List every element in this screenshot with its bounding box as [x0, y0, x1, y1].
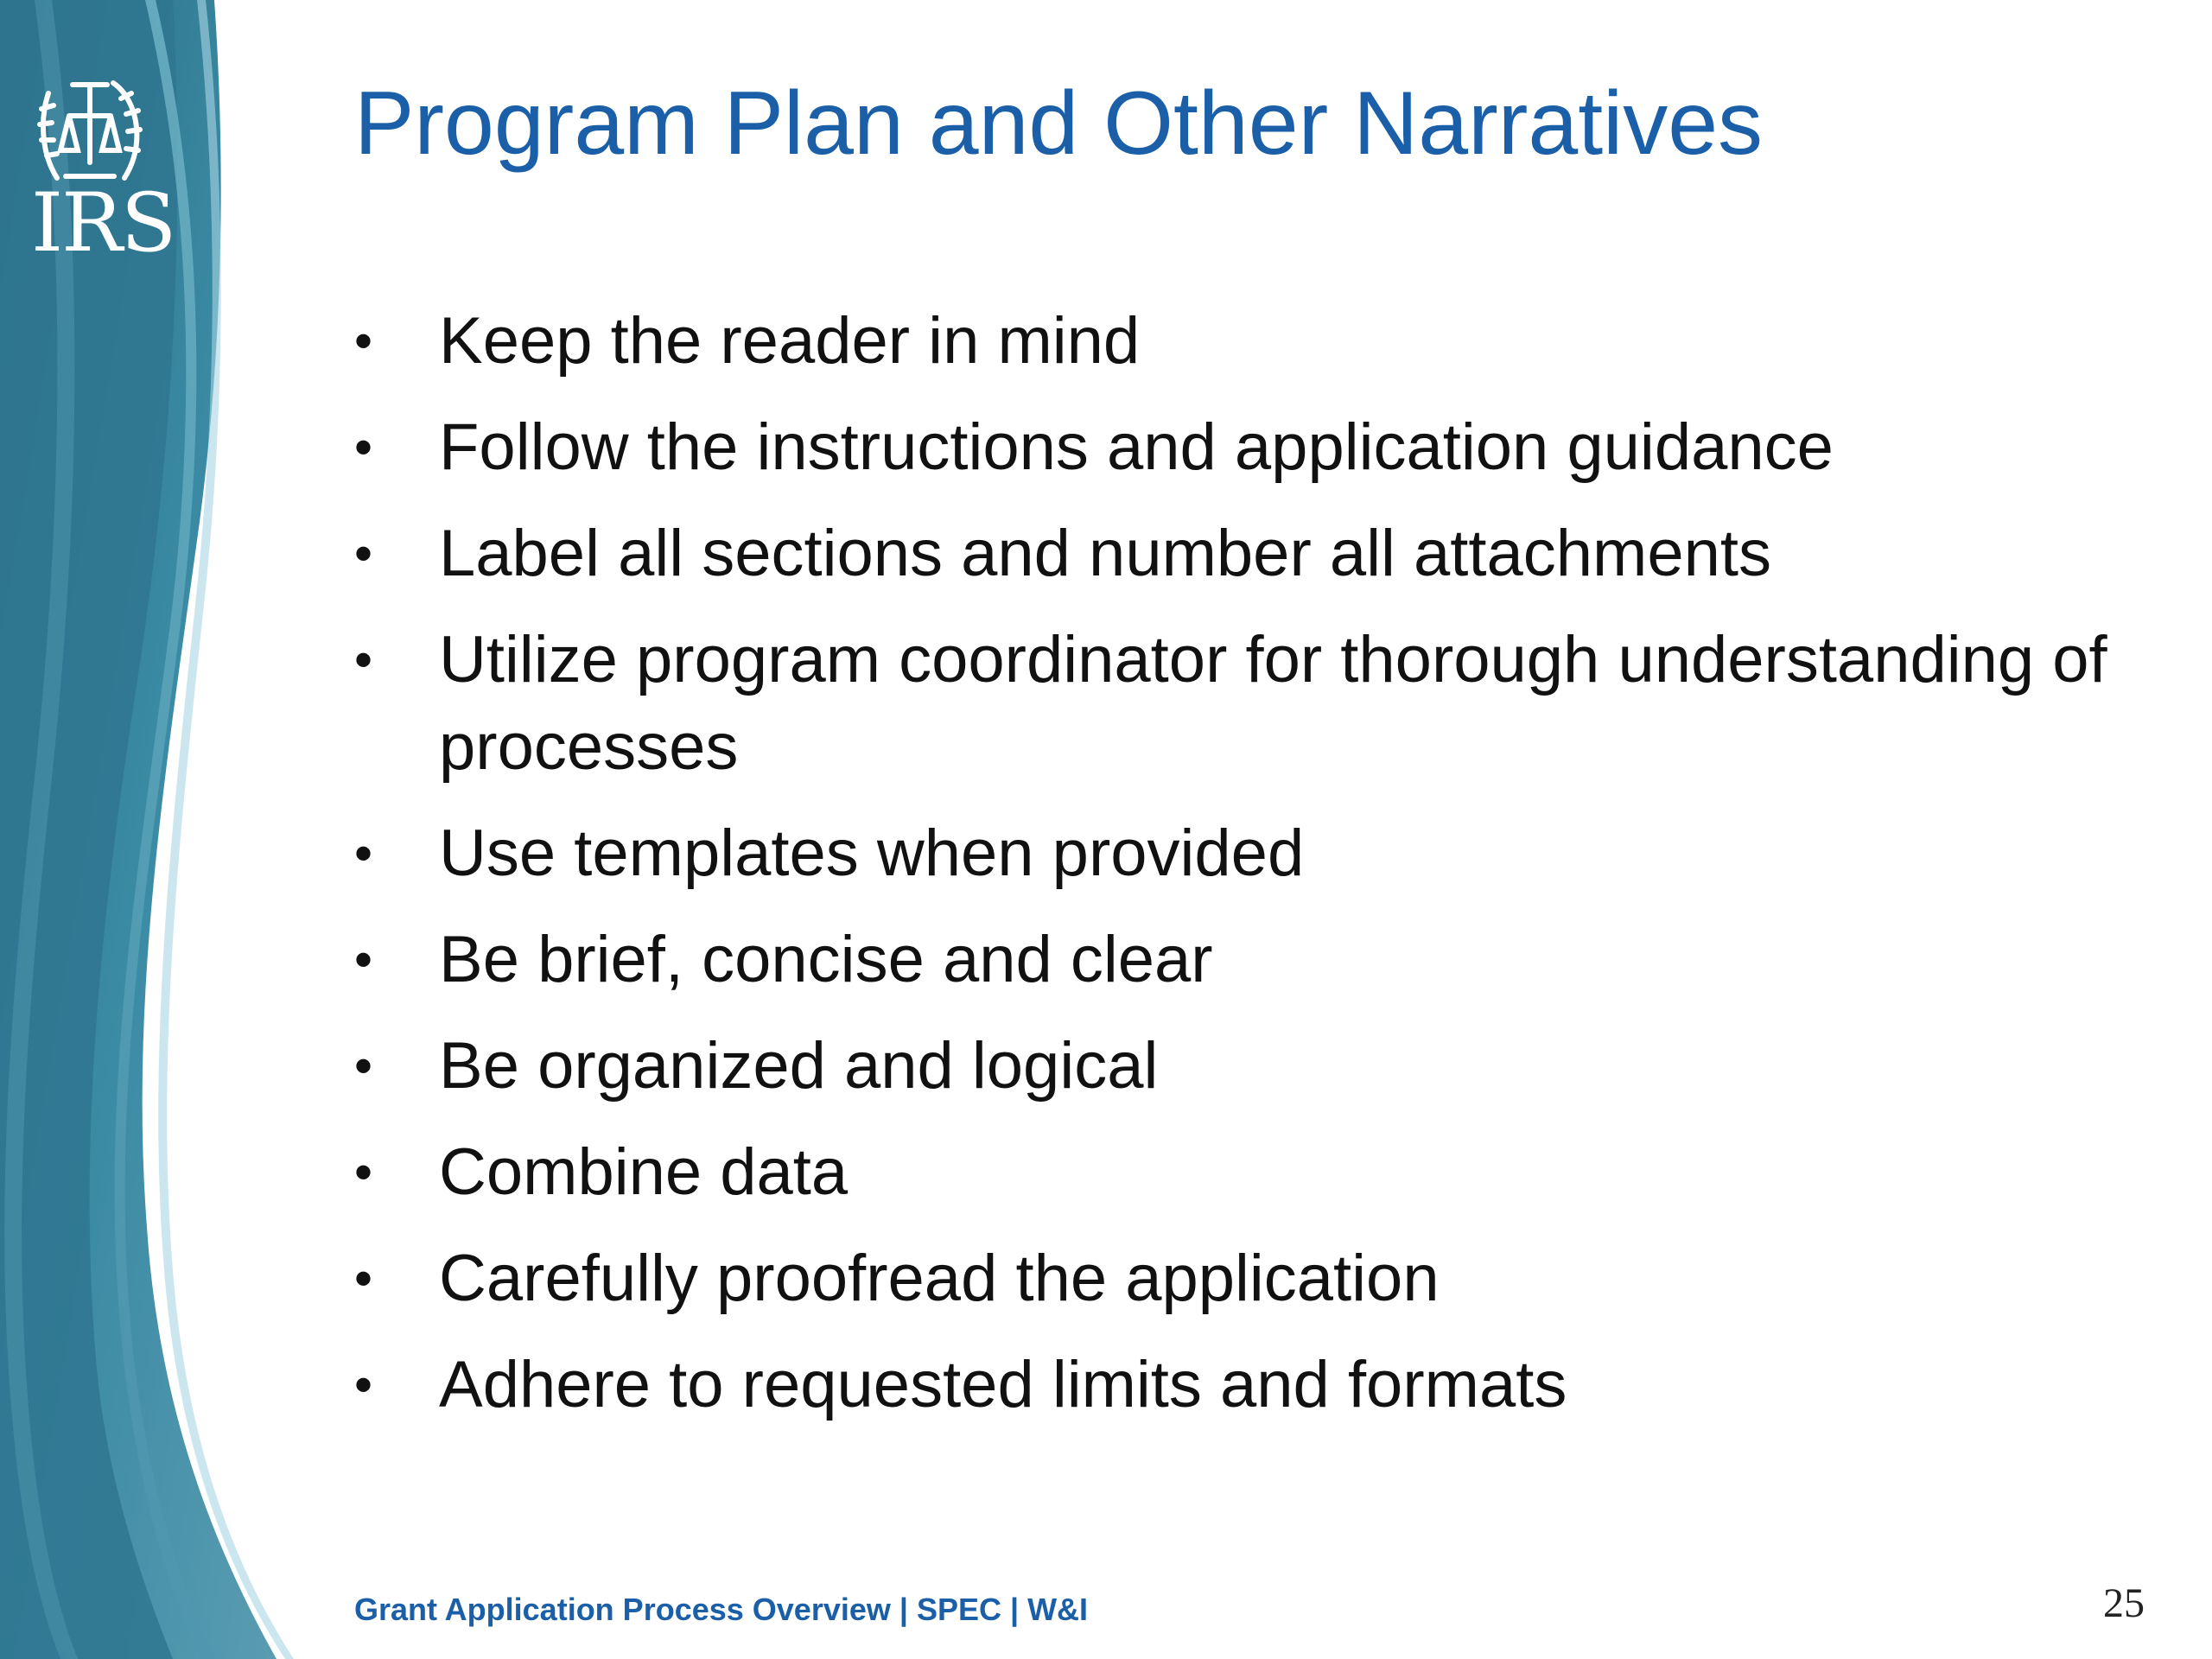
- bullet-item: [354, 1022, 2126, 1109]
- bullet-text: Keep the reader in mind: [439, 304, 1141, 378]
- bullet-text: Be organized and logical: [439, 1029, 1159, 1103]
- bullet-item: [354, 404, 2126, 491]
- bullet-text: Be brief, concise and clear: [439, 923, 1213, 996]
- bullet-text: Combine data: [439, 1135, 849, 1209]
- bullet-item: [354, 1128, 2126, 1216]
- page-number: 25: [2103, 1580, 2145, 1626]
- bullet-dot-icon: •: [354, 1143, 373, 1201]
- bullet-dot-icon: •: [354, 1249, 373, 1307]
- bullet-dot-icon: •: [354, 824, 373, 882]
- bullet-dot-icon: •: [354, 418, 373, 476]
- bullet-dot-icon: •: [354, 631, 373, 689]
- bullet-text: Carefully proofread the application: [439, 1242, 1440, 1315]
- bullet-dot-icon: •: [354, 931, 373, 988]
- bullet-item: [354, 297, 2126, 385]
- footer-text: Grant Application Process Overview | SPEC | W&I: [354, 1592, 1089, 1627]
- bullet-text: Follow the instructions and application guidance: [439, 410, 1834, 484]
- bullet-item: [354, 1341, 2126, 1428]
- bullet-dot-icon: •: [354, 524, 373, 582]
- slide-title: Program Plan and Other Narratives: [354, 73, 1764, 174]
- bullet-item: [354, 510, 2126, 597]
- irs-logo-text: IRS: [31, 176, 175, 270]
- bullet-text: Adhere to requested limits and formats: [439, 1348, 1567, 1421]
- bullet-dot-icon: •: [354, 312, 373, 370]
- bullet-item: [354, 1235, 2126, 1322]
- bullet-item: [354, 916, 2126, 1003]
- bullet-dot-icon: •: [354, 1356, 373, 1414]
- bullet-item: [354, 810, 2126, 897]
- bullet-text: Utilize program coordinator for thorough understanding of processes: [439, 623, 2107, 784]
- bullet-text: Label all sections and number all attachments: [439, 517, 1772, 590]
- bullet-item: [354, 616, 2126, 791]
- bullet-dot-icon: •: [354, 1037, 373, 1095]
- bullet-text: Use templates when provided: [439, 817, 1305, 890]
- bullet-list: [354, 297, 2126, 1447]
